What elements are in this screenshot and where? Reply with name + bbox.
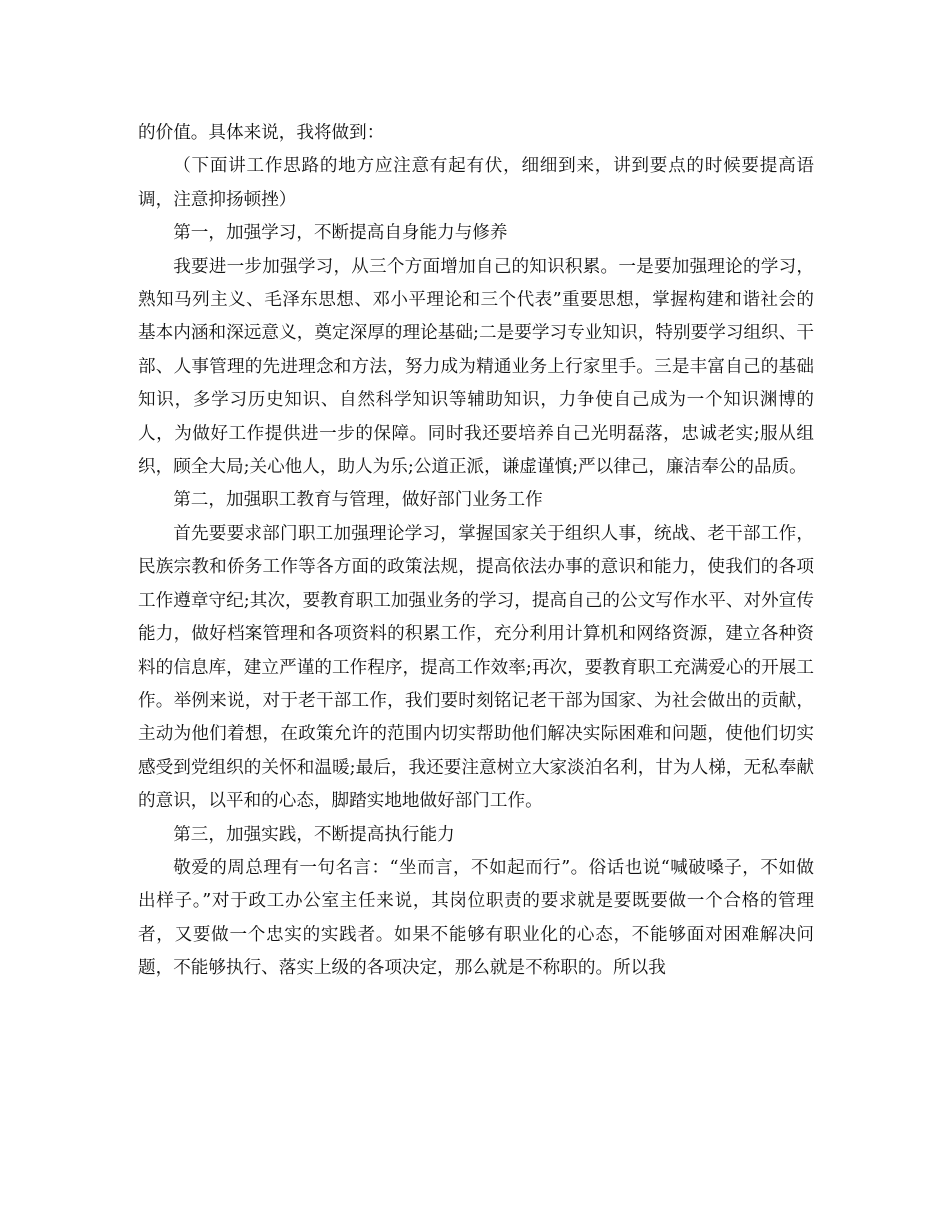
paragraph-intro: 的价值。具体来说，我将做到： <box>138 123 385 143</box>
section-heading-3: 第三，加强实践，不断提高执行能力 <box>173 824 455 845</box>
section-heading-2: 第二，加强职工教育与管理，做好部门业务工作 <box>173 490 543 511</box>
paragraph-practice: 敬爱的周总理有一句名言：“坐而言，不如起而行”。俗话也说“喊破嗓子，不如做出样子。”对于政工办公室主任来说，其岗位职责的要求就是要既要做一个合格的管理者，又要做一个忠实的实践者。如果不能够有职业化的心态，不能够面对困难解决问题，不能够执行、落实上级的各项决定，那么就是不称职的。所以我 <box>138 857 814 979</box>
document-body <box>138 117 814 986</box>
paragraph-speaking-note: （下面讲工作思路的地方应注意有起有伏，细细到来，讲到要点的时候要提高语调，注意抑扬顿挫） <box>138 156 814 210</box>
section-heading-1: 第一，加强学习，不断提高自身能力与修养 <box>173 223 508 244</box>
paragraph-study: 我要进一步加强学习，从三个方面增加自己的知识积累。一是要加强理论的学习，熟知马列主义、毛泽东思想、邓小平理论和三个代表”重要思想，掌握构建和谐社会的基本内涵和深远意义，奠定深厚的理论基础;二是要学习专业知识，特别要学习组织、干部、人事管理的先进理念和方法，努力成为精通业务上行家里手。三是丰富自己的基础知识，多学习历史知识、自然科学知识等辅助知识，力争使自己成为一个知识渊博的人，为做好工作提供进一步的保障。同时我还要培养自己光明磊落，忠诚老实;服从组织，顾全大局;关心他人，助人为乐;公道正派，谦虚谨慎;严以律己，廉洁奉公的品质。 <box>138 256 814 478</box>
paragraph-staff-education: 首先要要求部门职工加强理论学习，掌握国家关于组织人事，统战、老干部工作，民族宗教和侨务工作等各方面的政策法规，提高依法办事的意识和能力，使我们的各项工作遵章守纪;其次，要教育职工加强业务的学习，提高自己的公文写作水平、对外宣传能力，做好档案管理和各项资料的积累工作，充分利用计算机和网络资源，建立各种资料的信息库，建立严谨的工作程序，提高工作效率;再次，要教育职工充满爱心的开展工作。举例来说，对于老干部工作，我们要时刻铭记老干部为国家、为社会做出的贡献，主动为他们着想，在政策允许的范围内切实帮助他们解决实际困难和问题，使他们切实感受到党组织的关怀和温暖;最后，我还要注意树立大家淡泊名利，甘为人梯，无私奉献的意识，以平和的心态，脚踏实地地做好部门工作。 <box>138 523 814 812</box>
